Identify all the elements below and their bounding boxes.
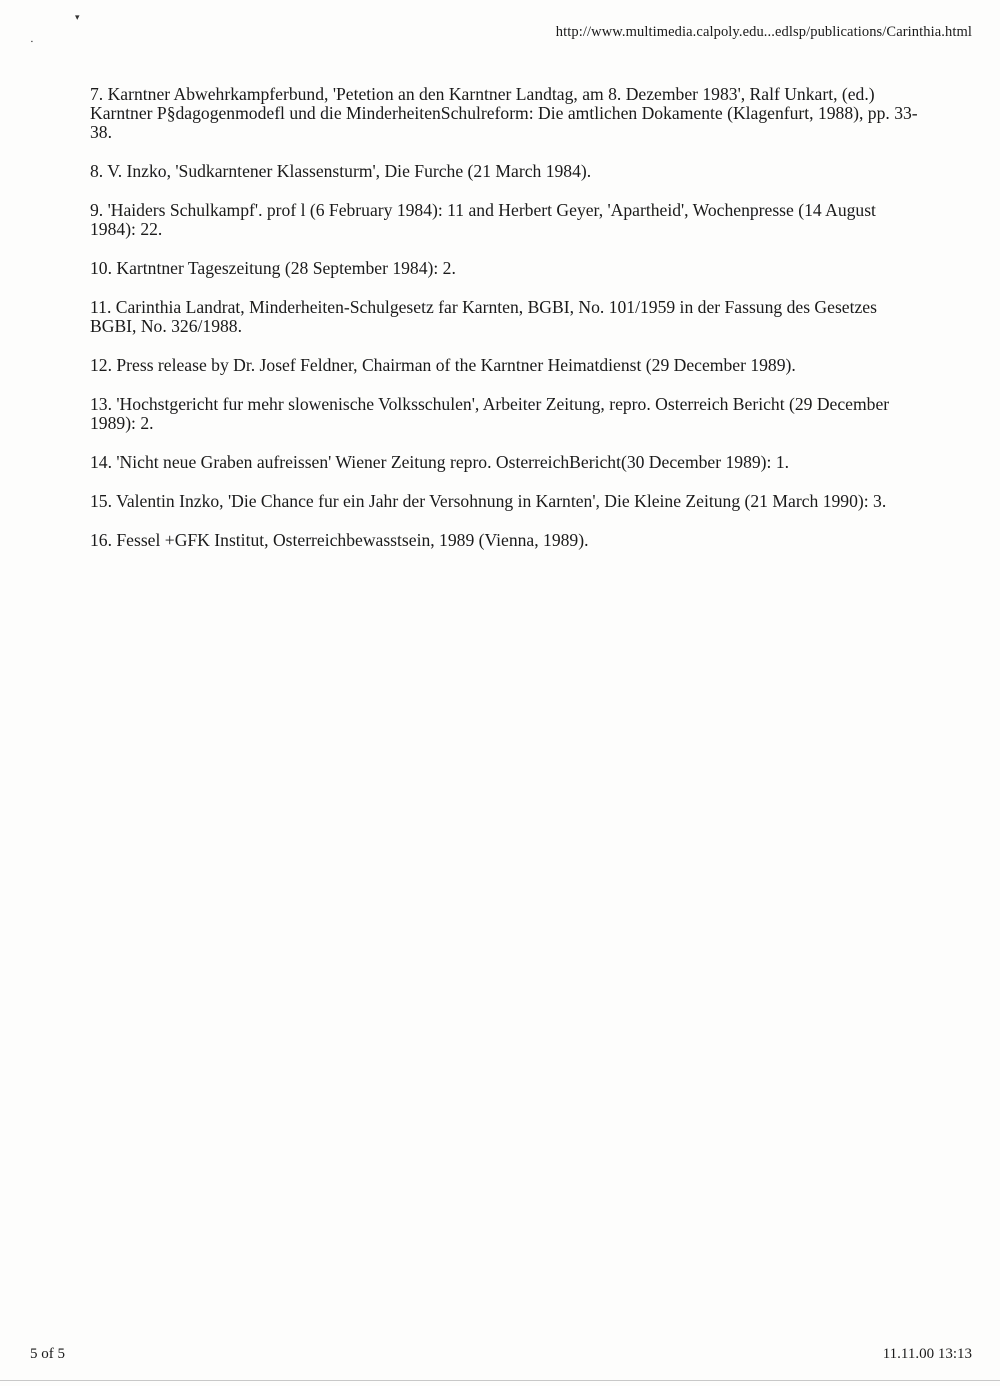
endnote-9: 9. 'Haiders Schulkampf'. prof l (6 February 1984): 11 and Herbert Geyer, 'Apartheid', Wochenpresse (14 August 1984): 22.	[90, 200, 876, 239]
endnote-8: 8. V. Inzko, 'Sudkarntener Klassensturm', Die Furche (21 March 1984).	[90, 161, 592, 181]
endnote-12: 12. Press release by Dr. Josef Feldner, Chairman of the Karntner Heimatdienst (29 December 1989).	[90, 355, 796, 375]
page-url: http://www.multimedia.calpoly.edu...edlsp/publications/Carinthia.html	[555, 24, 972, 40]
endnote-16: 16. Fessel +GFK Institut, Osterreichbewasstsein, 1989 (Vienna, 1989).	[90, 530, 589, 550]
scan-speck: ▪	[31, 40, 33, 45]
endnotes-list	[90, 85, 920, 570]
print-timestamp: 11.11.00 13:13	[882, 1346, 972, 1362]
endnote-13: 13. 'Hochstgericht fur mehr slowenische Volksschulen', Arbeiter Zeitung, repro. Osterreich Bericht (29 December 1989): 2.	[90, 394, 890, 433]
endnote-7: 7. Karntner Abwehrkampferbund, 'Petetion an den Karntner Landtag, am 8. Dezember 1983', Ralf Unkart, (ed.) Karntner P§dagogenmodefl und die MinderheitenSchulreform: Die amtlichen Dokamente (Klagenfurt, 1988), pp. 33-38.	[90, 84, 918, 142]
endnote-14: 14. 'Nicht neue Graben aufreissen' Wiener Zeitung repro. OsterreichBericht(30 December 1989): 1.	[90, 452, 790, 472]
endnote-11: 11. Carinthia Landrat, Minderheiten-Schulgesetz far Karnten, BGBI, No. 101/1959 in der Fassung des Gesetzes BGBI, No. 326/1988.	[90, 297, 877, 336]
scan-edge-line	[0, 1380, 1000, 1381]
endnote-15: 15. Valentin Inzko, 'Die Chance fur ein Jahr der Versohnung in Karnten', Die Kleine Zeitung (21 March 1990): 3.	[90, 491, 887, 511]
page-number: 5 of 5	[30, 1346, 65, 1362]
scan-speck: ▾	[75, 12, 80, 22]
endnote-10: 10. Kartntner Tageszeitung (28 September 1984): 2.	[90, 258, 456, 278]
